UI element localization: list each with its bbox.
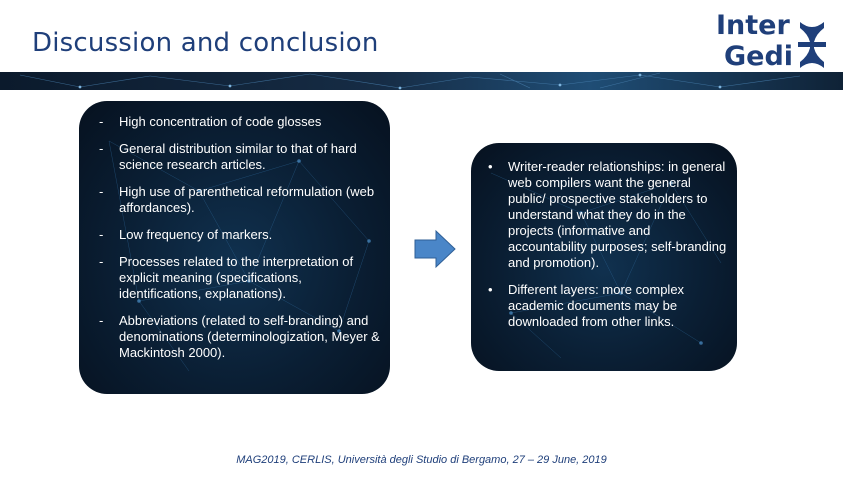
- list-item-text: Processes related to the interpretation of explicit meaning (specifications, identifications, explanations).: [119, 254, 354, 301]
- bullet-marker: •: [488, 282, 493, 297]
- list-item-text: Abbreviations (related to self-branding) and denominations (determinologization, Meyer & Mackintosh 2000).: [119, 313, 380, 360]
- logo-mark-icon: [796, 18, 828, 70]
- list-item: [99, 184, 381, 216]
- list-item: [99, 254, 381, 302]
- conclusions-box: [471, 143, 737, 371]
- header-banner: [0, 72, 843, 90]
- slide-footer: MAG2019, CERLIS, Università degli Studio di Bergamo, 27 – 29 June, 2019: [236, 454, 607, 466]
- list-item-text: General distribution similar to that of hard science research articles.: [119, 141, 357, 172]
- list-item-text: High concentration of code glosses: [119, 114, 322, 129]
- dash-marker: -: [99, 313, 104, 328]
- slide-title: Discussion and conclusion: [32, 28, 379, 58]
- conclusions-list: [488, 159, 728, 341]
- list-item: [488, 282, 728, 330]
- dash-marker: -: [99, 141, 104, 156]
- right-arrow-icon: [414, 229, 456, 269]
- dash-marker: -: [99, 254, 104, 269]
- list-item-text: Different layers: more complex academic documents may be downloaded from other links.: [508, 282, 685, 329]
- list-item: [99, 227, 381, 243]
- logo-text-line2: Gedi: [724, 41, 794, 72]
- list-item: [99, 114, 381, 130]
- list-item-text: Writer-reader relationships: in general web compilers want the general public/ prospective stakeholders to understand what they do in the projects (informative and accountability purposes; self-branding and promotion).: [508, 159, 727, 270]
- list-item: [99, 313, 381, 361]
- list-item: [99, 141, 381, 173]
- banner-network-graphic: [0, 72, 843, 90]
- list-item: [488, 159, 728, 271]
- bullet-marker: •: [488, 159, 493, 174]
- intergedi-logo: [716, 10, 826, 72]
- list-item-text: Low frequency of markers.: [119, 227, 273, 242]
- dash-marker: -: [99, 227, 104, 242]
- logo-text-line1: Inter: [716, 10, 790, 41]
- dash-marker: -: [99, 114, 104, 129]
- findings-box: [79, 101, 390, 394]
- list-item-text: High use of parenthetical reformulation (web affordances).: [119, 184, 375, 215]
- dash-marker: -: [99, 184, 104, 199]
- findings-list: [99, 114, 381, 372]
